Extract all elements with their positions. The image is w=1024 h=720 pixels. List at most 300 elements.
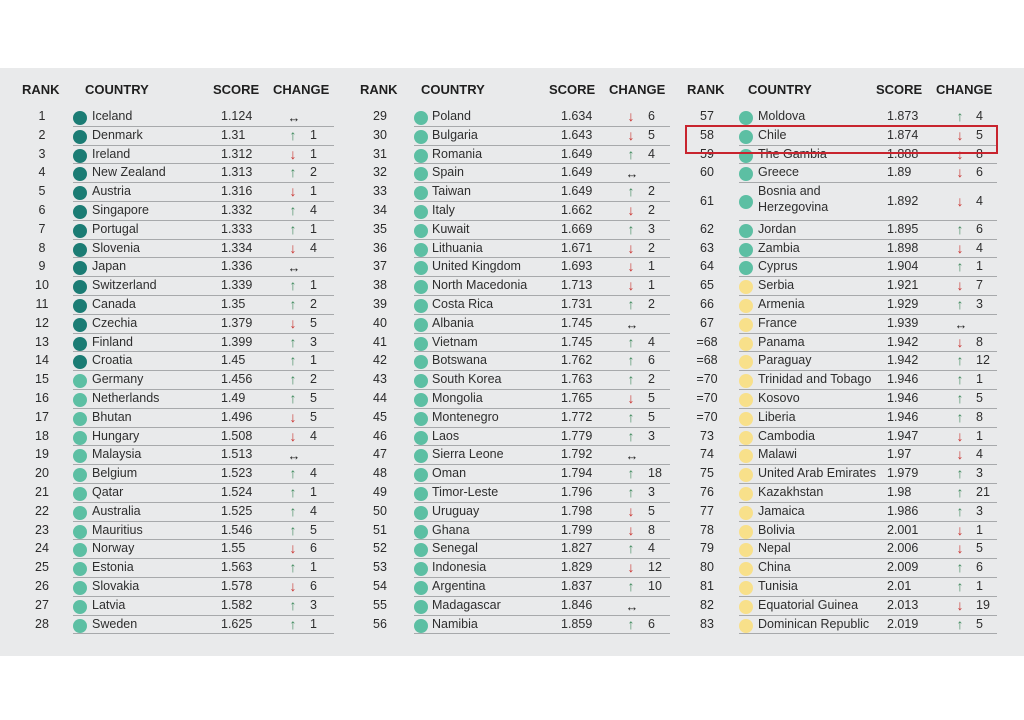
up-arrow-icon: ↑ (956, 408, 964, 425)
rank-cell: 65 (700, 278, 714, 293)
rank-cell: 23 (35, 522, 49, 537)
up-arrow-icon: ↑ (289, 126, 297, 143)
rank-cell: 13 (35, 334, 49, 349)
rank-cell: 78 (700, 522, 714, 537)
rank-cell: 41 (373, 334, 387, 349)
country-cell: Malawi (758, 447, 797, 462)
change-value: 1 (976, 372, 983, 387)
no-change-icon: ↔ (287, 448, 301, 464)
country-cell: Ghana (432, 522, 470, 537)
country-cell: Poland (432, 109, 471, 123)
tier-dot-icon (73, 525, 87, 539)
country-cell: The Gambia (758, 146, 827, 161)
header-change: CHANGE (609, 82, 666, 97)
rank-cell: 19 (35, 447, 49, 462)
tier-dot-icon (414, 449, 428, 463)
tier-dot-icon (73, 543, 87, 557)
rank-cell: 27 (35, 597, 49, 612)
down-arrow-icon: ↓ (289, 427, 297, 444)
rank-cell: 7 (38, 221, 46, 236)
country-cell: Taiwan (432, 184, 471, 199)
country-cell: Vietnam (432, 334, 478, 349)
up-arrow-icon: ↑ (289, 333, 297, 350)
tier-dot-icon (739, 261, 753, 275)
rank-cell: 17 (35, 409, 49, 424)
up-arrow-icon: ↑ (627, 465, 635, 482)
change-value: 3 (648, 221, 655, 236)
down-arrow-icon: ↓ (627, 239, 635, 256)
rank-cell: 26 (35, 579, 49, 593)
no-change-icon: ↔ (625, 316, 639, 332)
header-score: SCORE (213, 82, 260, 97)
rank-cell: 46 (373, 428, 387, 443)
rank-cell: 48 (373, 466, 387, 481)
tier-dot-icon (739, 149, 753, 163)
change-value: 3 (648, 428, 655, 443)
rank-cell: 5 (38, 184, 46, 199)
score-cell: 1.625 (221, 616, 253, 631)
score-cell: 1.332 (221, 203, 253, 217)
change-value: 5 (310, 409, 317, 424)
tier-dot-icon (73, 506, 87, 520)
up-arrow-icon: ↑ (289, 559, 297, 576)
score-cell: 1.334 (221, 240, 253, 255)
score-cell: 1.45 (221, 353, 246, 368)
score-cell: 1.649 (561, 184, 593, 199)
country-cell: Hungary (92, 428, 140, 443)
down-arrow-icon: ↓ (627, 108, 635, 124)
country-cell: Nepal (758, 541, 791, 556)
tier-dot-icon (739, 337, 753, 351)
rank-cell: 36 (373, 240, 387, 255)
column-header (687, 82, 1003, 100)
score-cell: 1.546 (221, 522, 253, 537)
country-cell: Greece (758, 165, 799, 180)
rank-cell: =68 (696, 334, 718, 349)
rank-cell: 21 (35, 485, 49, 499)
up-arrow-icon: ↑ (289, 296, 297, 312)
tier-dot-icon (73, 111, 87, 125)
country-cell: Sierra Leone (432, 447, 504, 462)
up-arrow-icon: ↑ (956, 352, 964, 369)
change-value: 3 (976, 297, 983, 311)
down-arrow-icon: ↓ (289, 183, 297, 200)
tier-dot-icon (414, 318, 428, 332)
rank-cell: 62 (700, 221, 714, 236)
country-cell: Slovakia (92, 579, 140, 593)
score-cell: 1.496 (221, 409, 253, 424)
tier-dot-icon (739, 374, 753, 388)
up-arrow-icon: ↑ (627, 615, 635, 632)
up-arrow-icon: ↑ (289, 220, 297, 237)
score-cell: 1.979 (887, 466, 919, 481)
rank-cell: 55 (373, 597, 387, 612)
rank-cell: 18 (35, 428, 49, 443)
tier-dot-icon (73, 243, 87, 257)
country-cell: Senegal (432, 541, 478, 556)
rank-cell: 82 (700, 597, 714, 612)
up-arrow-icon: ↑ (289, 202, 297, 218)
tier-dot-icon (73, 581, 87, 595)
tier-dot-icon (414, 619, 428, 633)
tier-dot-icon (739, 562, 753, 576)
rank-cell: 31 (373, 146, 387, 161)
tier-dot-icon (739, 224, 753, 238)
change-value: 4 (976, 447, 983, 462)
country-cell: Switzerland (92, 278, 157, 293)
tier-dot-icon (414, 412, 428, 426)
no-change-icon: ↔ (625, 166, 639, 182)
header-score: SCORE (876, 82, 923, 97)
country-cell: Madagascar (432, 597, 501, 612)
header-country: COUNTRY (748, 82, 812, 97)
country-cell: Finland (92, 334, 133, 349)
country-cell: Singapore (92, 203, 149, 217)
score-cell: 1.745 (561, 315, 593, 330)
column-header (358, 82, 674, 100)
country-cell: Jordan (758, 221, 797, 236)
country-cell: China (758, 560, 791, 575)
tier-dot-icon (739, 525, 753, 539)
tier-dot-icon (739, 355, 753, 369)
country-cell: Italy (432, 203, 455, 217)
tier-dot-icon (414, 581, 428, 595)
change-value: 4 (310, 240, 317, 255)
country-cell: Japan (92, 259, 127, 274)
row-divider (73, 257, 334, 258)
score-cell: 2.01 (887, 579, 912, 593)
no-change-icon: ↔ (625, 448, 639, 464)
rank-cell: 49 (373, 485, 387, 499)
score-cell: 1.798 (561, 503, 593, 518)
country-cell: Kuwait (432, 221, 470, 236)
tier-dot-icon (739, 412, 753, 426)
rank-cell: 67 (700, 315, 714, 330)
rank-cell: 47 (373, 447, 387, 462)
country-cell: Panama (758, 334, 805, 349)
change-value: 8 (976, 146, 983, 161)
up-arrow-icon: ↑ (627, 296, 635, 312)
score-cell: 1.124 (221, 109, 253, 123)
score-cell: 2.013 (887, 597, 919, 612)
country-cell: Estonia (92, 560, 134, 575)
score-cell: 1.35 (221, 297, 246, 311)
country-cell: Mauritius (92, 522, 143, 537)
country-cell: Moldova (758, 109, 806, 123)
tier-dot-icon (414, 224, 428, 238)
country-cell: Australia (92, 503, 141, 518)
change-value: 1 (310, 353, 317, 368)
rank-cell: 54 (373, 579, 387, 593)
score-cell: 1.904 (887, 259, 919, 274)
up-arrow-icon: ↑ (627, 183, 635, 200)
tier-dot-icon (739, 431, 753, 445)
up-arrow-icon: ↑ (956, 390, 964, 406)
up-arrow-icon: ↑ (956, 484, 964, 500)
tier-dot-icon (73, 412, 87, 426)
tier-dot-icon (414, 600, 428, 614)
country-cell: Montenegro (432, 409, 499, 424)
change-value: 8 (976, 334, 983, 349)
up-arrow-icon: ↑ (956, 578, 964, 594)
score-cell: 1.792 (561, 447, 593, 462)
up-arrow-icon: ↑ (627, 484, 635, 500)
score-cell: 1.763 (561, 372, 593, 387)
score-cell: 1.98 (887, 485, 912, 499)
rank-cell: 75 (700, 466, 714, 481)
down-arrow-icon: ↓ (956, 126, 964, 143)
score-cell: 1.336 (221, 259, 253, 274)
score-cell: 1.898 (887, 240, 919, 255)
change-value: 5 (976, 391, 983, 405)
tier-dot-icon (414, 130, 428, 144)
tier-dot-icon (73, 224, 87, 238)
rank-cell: 51 (373, 522, 387, 537)
rank-cell: 42 (373, 353, 387, 368)
rank-cell: 76 (700, 485, 714, 499)
rank-cell: 35 (373, 221, 387, 236)
score-cell: 1.796 (561, 485, 593, 499)
change-value: 1 (648, 278, 655, 293)
rank-cell: 37 (373, 259, 387, 274)
country-cell: Namibia (432, 616, 478, 631)
country-cell: Portugal (92, 221, 139, 236)
rank-cell: 29 (373, 109, 387, 123)
change-value: 5 (976, 541, 983, 556)
down-arrow-icon: ↓ (627, 126, 635, 143)
rank-cell: 32 (373, 165, 387, 180)
change-value: 3 (310, 597, 317, 612)
change-value: 5 (976, 616, 983, 631)
rank-cell: 20 (35, 466, 49, 481)
change-value: 6 (976, 165, 983, 180)
change-value: 1 (976, 428, 983, 443)
up-arrow-icon: ↑ (289, 164, 297, 181)
score-cell: 1.946 (887, 372, 919, 387)
country-cell: United Kingdom (432, 259, 521, 274)
country-cell: Chile (758, 127, 787, 142)
down-arrow-icon: ↓ (956, 446, 964, 463)
change-value: 8 (648, 522, 655, 537)
change-value: 6 (648, 616, 655, 631)
change-value: 4 (310, 466, 317, 481)
rank-cell: 45 (373, 409, 387, 424)
tier-dot-icon (73, 431, 87, 445)
country-cell: Cambodia (758, 428, 815, 443)
change-value: 1 (310, 616, 317, 631)
tier-dot-icon (739, 130, 753, 144)
tier-dot-icon (414, 506, 428, 520)
rank-cell: 25 (35, 560, 49, 575)
change-value: 8 (976, 409, 983, 424)
rank-cell: =70 (696, 391, 718, 405)
score-cell: 1.671 (561, 240, 593, 255)
country-cell: Ireland (92, 146, 131, 161)
country-cell: Bosnia and (758, 184, 821, 199)
tier-dot-icon (73, 393, 87, 407)
change-value: 1 (310, 485, 317, 499)
score-cell: 1.846 (561, 597, 593, 612)
change-value: 1 (976, 259, 983, 274)
score-cell: 1.986 (887, 503, 919, 518)
tier-dot-icon (414, 205, 428, 219)
tier-dot-icon (73, 337, 87, 351)
rank-cell: 11 (35, 297, 49, 311)
change-value: 3 (310, 334, 317, 349)
rank-cell: 66 (700, 297, 714, 311)
country-cell: Equatorial Guinea (758, 597, 859, 612)
score-cell: 1.946 (887, 409, 919, 424)
ranking-panel (0, 68, 1024, 656)
score-cell: 1.799 (561, 522, 593, 537)
change-value: 5 (648, 409, 655, 424)
no-change-icon: ↔ (954, 316, 968, 332)
row-divider (414, 314, 670, 315)
down-arrow-icon: ↓ (627, 559, 635, 576)
tier-dot-icon (73, 449, 87, 463)
country-cell: Bolivia (758, 522, 795, 537)
rank-cell: 38 (373, 278, 387, 293)
rank-cell: 73 (700, 428, 714, 443)
change-value: 5 (648, 503, 655, 518)
score-cell: 1.794 (561, 466, 593, 481)
tier-dot-icon (73, 562, 87, 576)
tier-dot-icon (73, 355, 87, 369)
change-value: 2 (648, 184, 655, 199)
change-value: 2 (648, 372, 655, 387)
score-cell: 1.649 (561, 165, 593, 180)
change-value: 1 (310, 127, 317, 142)
score-cell: 1.55 (221, 541, 246, 556)
tier-dot-icon (414, 261, 428, 275)
up-arrow-icon: ↑ (627, 578, 635, 594)
rank-cell: =70 (696, 409, 718, 424)
change-value: 6 (310, 541, 317, 556)
no-change-icon: ↔ (625, 598, 639, 614)
rank-cell: 14 (35, 353, 49, 368)
rank-cell: 9 (38, 259, 46, 274)
row-divider (739, 633, 997, 634)
score-cell: 2.009 (887, 560, 919, 575)
change-value: 21 (976, 485, 990, 499)
change-value: 3 (976, 466, 983, 481)
tier-dot-icon (739, 506, 753, 520)
change-value: 12 (648, 560, 662, 575)
tier-dot-icon (739, 299, 753, 313)
tier-dot-icon (739, 195, 753, 209)
tier-dot-icon (739, 543, 753, 557)
up-arrow-icon: ↑ (627, 352, 635, 369)
tier-dot-icon (414, 543, 428, 557)
tier-dot-icon (414, 468, 428, 482)
score-cell: 1.563 (221, 560, 253, 575)
row-divider (739, 314, 997, 315)
rank-cell: =70 (696, 372, 718, 387)
change-value: 5 (648, 127, 655, 142)
rank-cell: 52 (373, 541, 387, 556)
change-value: 4 (310, 203, 317, 217)
tier-dot-icon (414, 525, 428, 539)
country-cell: Jamaica (758, 503, 805, 518)
country-cell: Croatia (92, 353, 133, 368)
tier-dot-icon (414, 393, 428, 407)
rank-cell: 60 (700, 165, 714, 180)
tier-dot-icon (414, 186, 428, 200)
country-cell: Argentina (432, 579, 486, 593)
tier-dot-icon (73, 130, 87, 144)
change-value: 2 (310, 165, 317, 180)
tier-dot-icon (73, 600, 87, 614)
country-cell: Oman (432, 466, 467, 481)
score-cell: 1.49 (221, 391, 246, 405)
score-cell: 1.942 (887, 353, 919, 368)
country-cell: Costa Rica (432, 297, 494, 311)
row-divider (73, 633, 334, 634)
header-rank: RANK (687, 82, 725, 97)
country-cell: Bhutan (92, 409, 132, 424)
rank-cell: 58 (700, 127, 714, 142)
rank-cell: 39 (373, 297, 387, 311)
change-value: 6 (976, 221, 983, 236)
up-arrow-icon: ↑ (956, 615, 964, 632)
change-value: 2 (648, 297, 655, 311)
tier-dot-icon (739, 468, 753, 482)
down-arrow-icon: ↓ (956, 427, 964, 444)
rank-cell: 1 (38, 109, 46, 123)
tier-dot-icon (73, 167, 87, 181)
change-value: 4 (976, 194, 983, 209)
country-cell: Sweden (92, 616, 138, 631)
rank-cell: 81 (700, 579, 714, 593)
tier-dot-icon (414, 337, 428, 351)
change-value: 1 (310, 560, 317, 575)
rank-cell: 34 (373, 203, 387, 217)
tier-dot-icon (73, 149, 87, 163)
rank-cell: 74 (700, 447, 714, 462)
country-cell: Botswana (432, 353, 487, 368)
up-arrow-icon: ↑ (627, 371, 635, 388)
change-value: 5 (310, 315, 317, 330)
score-cell: 1.513 (221, 447, 253, 462)
change-value: 5 (310, 391, 317, 405)
row-divider (414, 633, 670, 634)
score-cell: 2.006 (887, 541, 919, 556)
rank-cell: 10 (35, 278, 49, 293)
change-value: 4 (310, 503, 317, 518)
tier-dot-icon (73, 619, 87, 633)
score-cell: 1.888 (887, 146, 919, 161)
score-cell: 1.399 (221, 334, 253, 349)
rank-cell: 2 (38, 127, 46, 142)
rank-cell: 28 (35, 616, 49, 631)
country-cell: Spain (432, 165, 464, 180)
country-cell: Czechia (92, 315, 138, 330)
change-value: 18 (648, 466, 662, 481)
score-cell: 1.874 (887, 127, 919, 142)
country-cell: South Korea (432, 372, 502, 387)
up-arrow-icon: ↑ (956, 502, 964, 519)
country-cell: Laos (432, 428, 460, 443)
no-change-icon: ↔ (287, 260, 301, 276)
tier-dot-icon (414, 431, 428, 445)
down-arrow-icon: ↓ (627, 521, 635, 538)
score-cell: 1.578 (221, 579, 253, 593)
score-cell: 1.339 (221, 278, 253, 293)
header-change: CHANGE (936, 82, 993, 97)
rank-cell: 44 (373, 391, 387, 405)
country-cell: Bulgaria (432, 127, 478, 142)
score-cell: 1.508 (221, 428, 253, 443)
